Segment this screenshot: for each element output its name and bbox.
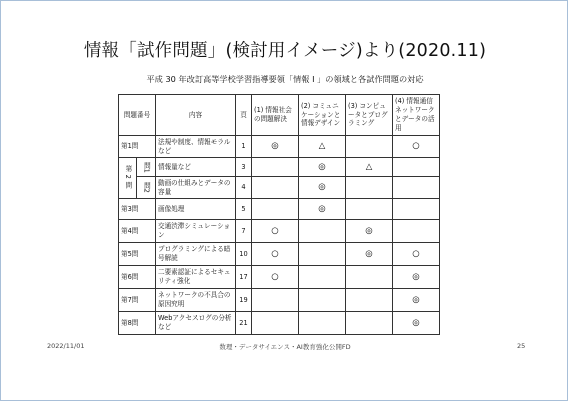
area-1-mark	[252, 199, 299, 220]
row-page: 19	[236, 289, 252, 312]
area-3-mark	[346, 136, 393, 158]
footer-date: 2022/11/01	[47, 342, 85, 350]
area-3-mark	[346, 312, 393, 335]
row-number: 第4問	[119, 220, 156, 243]
area-2-mark: △	[299, 136, 346, 158]
area-1-mark	[252, 312, 299, 335]
area-3-mark	[346, 266, 393, 289]
area-3-mark: ◎	[346, 220, 393, 243]
area-2-mark	[299, 266, 346, 289]
table-row	[119, 136, 440, 158]
header-area-4: (4) 情報通信ネットワークとデータの活用	[393, 95, 440, 136]
row-number: 第1問	[119, 136, 156, 158]
area-4-mark	[393, 158, 440, 177]
area-2-mark	[299, 220, 346, 243]
table-row	[119, 266, 440, 289]
header-pages: 頁	[236, 95, 252, 136]
table-header-row	[119, 95, 440, 136]
row-number: 第5問	[119, 243, 156, 266]
area-4-mark	[393, 199, 440, 220]
area-1-mark	[252, 289, 299, 312]
area-4-mark: ○	[393, 136, 440, 158]
row-number: 第6問	[119, 266, 156, 289]
table-row	[119, 220, 440, 243]
row-content: 情報量など	[156, 158, 236, 177]
area-3-mark: △	[346, 158, 393, 177]
row-content: 二要素認証によるセキュリティ強化	[156, 266, 236, 289]
area-2-mark	[299, 312, 346, 335]
slide-subtitle: 平成 30 年改訂高等学校学習指導要領「情報 I 」の領域と各試作問題の対応	[146, 74, 424, 84]
header-area-1: (1) 情報社会の問題解決	[252, 95, 299, 136]
row-page: 17	[236, 266, 252, 289]
table-row	[119, 199, 440, 220]
area-4-mark: ◎	[393, 312, 440, 335]
row-content: 画像処理	[156, 199, 236, 220]
area-2-mark	[299, 243, 346, 266]
area-2-mark: ◎	[299, 199, 346, 220]
area-2-mark: ◎	[299, 158, 346, 177]
row-page: 10	[236, 243, 252, 266]
area-4-mark: ○	[393, 243, 440, 266]
row-content: 法規や制度、情報モラルなど	[156, 136, 236, 158]
area-3-mark	[346, 289, 393, 312]
table-row	[119, 312, 440, 335]
area-2-mark	[299, 289, 346, 312]
area-4-mark: ◎	[393, 289, 440, 312]
row-content: 動画の仕組みとデータの容量	[156, 177, 236, 199]
row-content: 交通渋滞シミュレーション	[156, 220, 236, 243]
area-2-mark: ◎	[299, 177, 346, 199]
area-4-mark	[393, 177, 440, 199]
area-1-mark: ○	[252, 243, 299, 266]
header-area-2: (2) コミュニケーションと情報デザイン	[299, 95, 346, 136]
row-content: プログラミングによる暗号解読	[156, 243, 236, 266]
area-1-mark	[252, 158, 299, 177]
row-group-number: 第2問	[119, 158, 137, 199]
header-content: 内容	[156, 95, 236, 136]
table-row	[119, 158, 440, 177]
area-1-mark	[252, 177, 299, 199]
slide-title: 情報「試作問題」(検討用イメージ)より(2020.11)	[83, 41, 487, 61]
area-3-mark: ◎	[346, 243, 393, 266]
area-4-mark	[393, 220, 440, 243]
row-page: 4	[236, 177, 252, 199]
table-row	[119, 289, 440, 312]
row-page: 3	[236, 158, 252, 177]
footer-page-number: 25	[517, 342, 526, 350]
row-page: 7	[236, 220, 252, 243]
header-area-3: (3) コンピュータとプログラミング	[346, 95, 393, 136]
area-1-mark: ○	[252, 220, 299, 243]
row-content: Webアクセスログの分析など	[156, 312, 236, 335]
area-1-mark: ◎	[252, 136, 299, 158]
row-number: 第7問	[119, 289, 156, 312]
row-number: 第8問	[119, 312, 156, 335]
row-sub-number: 問2	[137, 177, 156, 199]
area-4-mark: ◎	[393, 266, 440, 289]
row-content: ネットワークの不具合の原因究明	[156, 289, 236, 312]
row-page: 1	[236, 136, 252, 158]
row-number: 第3問	[119, 199, 156, 220]
row-sub-number: 問1	[137, 158, 156, 177]
header-number: 問題番号	[119, 95, 156, 136]
area-3-mark	[346, 199, 393, 220]
row-page: 5	[236, 199, 252, 220]
area-3-mark	[346, 177, 393, 199]
area-1-mark: ○	[252, 266, 299, 289]
table-row	[119, 177, 440, 199]
footer-title: 数理・データサイエンス・AI教育強化公開FD	[219, 343, 351, 351]
row-page: 21	[236, 312, 252, 335]
table-row	[119, 243, 440, 266]
curriculum-mapping-table	[118, 94, 440, 335]
